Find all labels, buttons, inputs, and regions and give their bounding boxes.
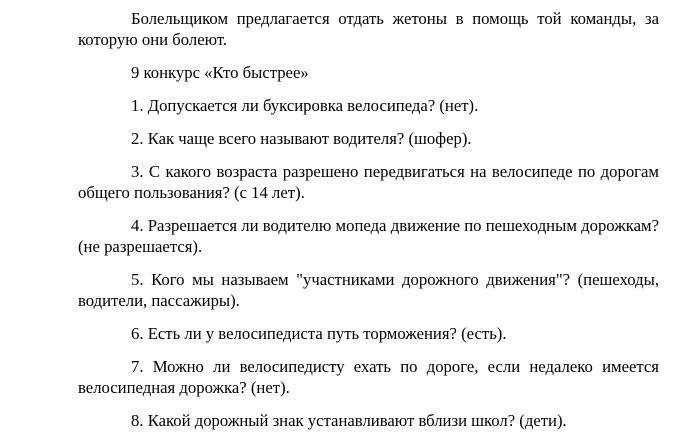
question-6: 6. Есть ли у велосипедиста путь торможения? (есть). [131, 324, 507, 343]
question-2: 2. Как чаще всего называют водителя? (шофер). [131, 129, 472, 148]
question-5: 5. Кого мы называем "участниками дорожного движения"? (пешеходы, водители, пассажиры). [78, 270, 659, 310]
question-3: 3. С какого возраста разрешено передвигаться на велосипеде по дорогам общего пользования? (с 14 лет). [78, 162, 659, 202]
question-8: 8. Какой дорожный знак устанавливают вблизи школ? (дети). [131, 411, 567, 430]
paragraph-fans-tokens: Болельщиком предлагается отдать жетоны в помощь той команды, за которую они болеют. [78, 9, 659, 49]
question-7: 7. Можно ли велосипедисту ехать по дороге, если недалеко имеется велосипедная дорожка? (нет). [78, 357, 659, 397]
question-1: 1. Допускается ли буксировка велосипеда? (нет). [131, 96, 479, 115]
question-4: 4. Разрешается ли водителю мопеда движение по пешеходным дорожкам? (не разрешается). [78, 216, 659, 256]
document-body [78, 8, 659, 443]
contest-heading: 9 конкурс «Кто быстрее» [131, 63, 309, 82]
